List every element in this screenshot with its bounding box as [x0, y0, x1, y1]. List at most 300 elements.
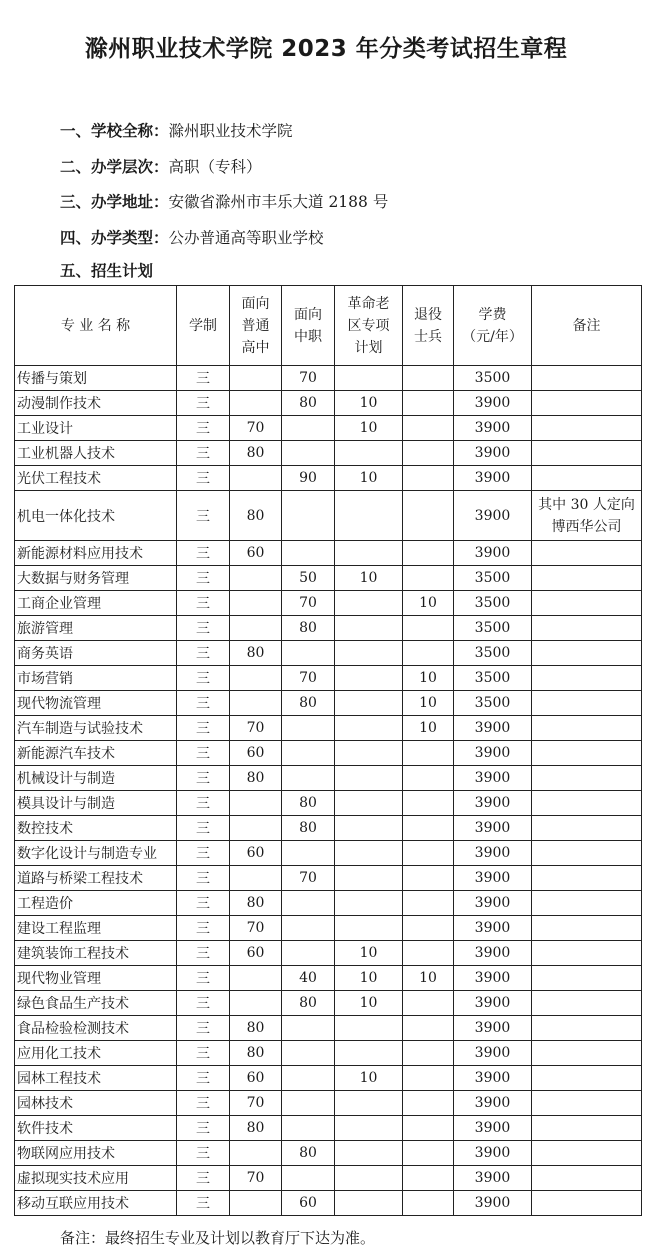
footnote-remark: 备注：最终招生专业及计划以教育厅下达为准。: [60, 1229, 376, 1247]
duration-cell: 三: [177, 666, 230, 691]
revolutionary-area-cell: [335, 841, 403, 866]
tuition-cell: 3500: [454, 666, 532, 691]
tuition-cell: 3900: [454, 466, 532, 491]
tuition-cell: 3900: [454, 416, 532, 441]
info-value: 安徽省滁州市丰乐大道 2188 号: [168, 193, 389, 211]
remark-cell: [532, 1116, 642, 1141]
tuition-cell: 3900: [454, 541, 532, 566]
remark-cell: [532, 1141, 642, 1166]
vocational-cell: [282, 941, 335, 966]
duration-cell: 三: [177, 1191, 230, 1216]
revolutionary-area-cell: [335, 616, 403, 641]
header-major-name: 专 业 名 称: [15, 286, 177, 366]
table-row: [15, 991, 642, 1016]
table-row: [15, 666, 642, 691]
veterans-cell: [403, 491, 454, 541]
vocational-cell: [282, 541, 335, 566]
major-name-cell: 物联网应用技术: [15, 1141, 177, 1166]
tuition-cell: 3900: [454, 1141, 532, 1166]
info-label: 二、办学层次：: [60, 157, 169, 176]
header-general-high-school: 面向 普通 高中: [230, 286, 282, 366]
info-school-type: [60, 224, 388, 260]
vocational-cell: 70: [282, 866, 335, 891]
tuition-cell: 3900: [454, 941, 532, 966]
info-label: 三、办学地址：: [60, 193, 169, 211]
table-row: [15, 766, 642, 791]
tuition-cell: 3900: [454, 1091, 532, 1116]
veterans-cell: [403, 466, 454, 491]
general-high-school-cell: 70: [230, 1166, 282, 1191]
revolutionary-area-cell: 10: [335, 466, 403, 491]
vocational-cell: [282, 641, 335, 666]
enrollment-plan-table: [14, 285, 642, 1216]
page-title: 滁州职业技术学院 2023 年分类考试招生章程: [84, 36, 568, 62]
vocational-cell: 80: [282, 991, 335, 1016]
revolutionary-area-cell: [335, 691, 403, 716]
duration-cell: 三: [177, 491, 230, 541]
header-tuition: 学费 （元/年）: [454, 286, 532, 366]
header-revolutionary-area: 革命老 区专项 计划: [335, 286, 403, 366]
duration-cell: 三: [177, 1166, 230, 1191]
general-high-school-cell: [230, 966, 282, 991]
tuition-cell: 3900: [454, 1166, 532, 1191]
general-high-school-cell: [230, 1141, 282, 1166]
vocational-cell: [282, 1016, 335, 1041]
duration-cell: 三: [177, 541, 230, 566]
major-name-cell: 工业机器人技术: [15, 441, 177, 466]
revolutionary-area-cell: 10: [335, 416, 403, 441]
major-name-cell: 园林技术: [15, 1091, 177, 1116]
duration-cell: 三: [177, 616, 230, 641]
major-name-cell: 商务英语: [15, 641, 177, 666]
general-high-school-cell: 80: [230, 766, 282, 791]
revolutionary-area-cell: [335, 791, 403, 816]
general-high-school-cell: [230, 366, 282, 391]
vocational-cell: 50: [282, 566, 335, 591]
remark-cell: [532, 416, 642, 441]
duration-cell: 三: [177, 691, 230, 716]
general-high-school-cell: 60: [230, 941, 282, 966]
tuition-cell: 3500: [454, 366, 532, 391]
tuition-cell: 3500: [454, 641, 532, 666]
remark-cell: [532, 691, 642, 716]
veterans-cell: [403, 1116, 454, 1141]
vocational-cell: 70: [282, 366, 335, 391]
remark-cell: [532, 616, 642, 641]
remark-cell: [532, 1041, 642, 1066]
revolutionary-area-cell: [335, 1141, 403, 1166]
major-name-cell: 动漫制作技术: [15, 391, 177, 416]
general-high-school-cell: [230, 591, 282, 616]
table-row: [15, 941, 642, 966]
tuition-cell: 3900: [454, 441, 532, 466]
remark-cell: [532, 1191, 642, 1216]
table-row: [15, 541, 642, 566]
remark-cell: [532, 716, 642, 741]
revolutionary-area-cell: [335, 816, 403, 841]
tuition-cell: 3900: [454, 741, 532, 766]
tuition-cell: 3500: [454, 616, 532, 641]
remark-cell: [532, 1016, 642, 1041]
major-name-cell: 汽车制造与试验技术: [15, 716, 177, 741]
revolutionary-area-cell: [335, 916, 403, 941]
major-name-cell: 数字化设计与制造专业: [15, 841, 177, 866]
table-row: [15, 916, 642, 941]
general-high-school-cell: [230, 691, 282, 716]
revolutionary-area-cell: 10: [335, 991, 403, 1016]
tuition-cell: 3900: [454, 1066, 532, 1091]
vocational-cell: 60: [282, 1191, 335, 1216]
veterans-cell: [403, 391, 454, 416]
revolutionary-area-cell: [335, 866, 403, 891]
duration-cell: 三: [177, 741, 230, 766]
duration-cell: 三: [177, 391, 230, 416]
duration-cell: 三: [177, 416, 230, 441]
vocational-cell: 80: [282, 1141, 335, 1166]
remark-cell: [532, 741, 642, 766]
vocational-cell: [282, 716, 335, 741]
table-body: [15, 366, 642, 1216]
remark-cell: [532, 1066, 642, 1091]
veterans-cell: [403, 1166, 454, 1191]
vocational-cell: [282, 1166, 335, 1191]
remark-cell: [532, 791, 642, 816]
veterans-cell: [403, 816, 454, 841]
duration-cell: 三: [177, 1041, 230, 1066]
major-name-cell: 软件技术: [15, 1116, 177, 1141]
tuition-cell: 3900: [454, 816, 532, 841]
veterans-cell: [403, 841, 454, 866]
revolutionary-area-cell: [335, 891, 403, 916]
plan-heading: 五、招生计划: [60, 262, 154, 280]
veterans-cell: [403, 616, 454, 641]
major-name-cell: 工程造价: [15, 891, 177, 916]
info-address: [60, 188, 388, 224]
tuition-cell: 3900: [454, 916, 532, 941]
table-row: [15, 1066, 642, 1091]
tuition-cell: 3900: [454, 1116, 532, 1141]
remark-cell: [532, 1091, 642, 1116]
general-high-school-cell: 70: [230, 916, 282, 941]
major-name-cell: 大数据与财务管理: [15, 566, 177, 591]
veterans-cell: [403, 991, 454, 1016]
revolutionary-area-cell: [335, 441, 403, 466]
veterans-cell: [403, 916, 454, 941]
remark-cell: [532, 816, 642, 841]
general-high-school-cell: 60: [230, 541, 282, 566]
revolutionary-area-cell: [335, 666, 403, 691]
tuition-cell: 3900: [454, 841, 532, 866]
veterans-cell: [403, 866, 454, 891]
general-high-school-cell: 60: [230, 1066, 282, 1091]
tuition-cell: 3900: [454, 1191, 532, 1216]
remark-cell: [532, 866, 642, 891]
major-name-cell: 应用化工技术: [15, 1041, 177, 1066]
table-row: [15, 416, 642, 441]
veterans-cell: [403, 1016, 454, 1041]
major-name-cell: 工业设计: [15, 416, 177, 441]
general-high-school-cell: 80: [230, 441, 282, 466]
duration-cell: 三: [177, 966, 230, 991]
veterans-cell: [403, 1066, 454, 1091]
duration-cell: 三: [177, 366, 230, 391]
vocational-cell: [282, 841, 335, 866]
revolutionary-area-cell: [335, 1091, 403, 1116]
general-high-school-cell: 80: [230, 491, 282, 541]
revolutionary-area-cell: [335, 1016, 403, 1041]
table-row: [15, 1016, 642, 1041]
table-row: [15, 841, 642, 866]
table-row: [15, 1041, 642, 1066]
tuition-cell: 3900: [454, 1041, 532, 1066]
revolutionary-area-cell: [335, 1041, 403, 1066]
general-high-school-cell: [230, 566, 282, 591]
general-high-school-cell: 70: [230, 416, 282, 441]
major-name-cell: 光伏工程技术: [15, 466, 177, 491]
remark-cell: [532, 916, 642, 941]
vocational-cell: 70: [282, 591, 335, 616]
major-name-cell: 建筑装饰工程技术: [15, 941, 177, 966]
veterans-cell: [403, 1141, 454, 1166]
revolutionary-area-cell: [335, 641, 403, 666]
remark-cell: [532, 891, 642, 916]
tuition-cell: 3500: [454, 591, 532, 616]
duration-cell: 三: [177, 891, 230, 916]
revolutionary-area-cell: 10: [335, 566, 403, 591]
major-name-cell: 现代物流管理: [15, 691, 177, 716]
veterans-cell: 10: [403, 966, 454, 991]
revolutionary-area-cell: [335, 591, 403, 616]
duration-cell: 三: [177, 566, 230, 591]
veterans-cell: 10: [403, 666, 454, 691]
vocational-cell: [282, 1066, 335, 1091]
general-high-school-cell: 60: [230, 841, 282, 866]
major-name-cell: 机械设计与制造: [15, 766, 177, 791]
vocational-cell: [282, 916, 335, 941]
duration-cell: 三: [177, 1141, 230, 1166]
revolutionary-area-cell: [335, 1166, 403, 1191]
general-high-school-cell: [230, 991, 282, 1016]
duration-cell: 三: [177, 766, 230, 791]
revolutionary-area-cell: [335, 741, 403, 766]
remark-cell: [532, 541, 642, 566]
table-row: [15, 1116, 642, 1141]
duration-cell: 三: [177, 441, 230, 466]
revolutionary-area-cell: [335, 716, 403, 741]
veterans-cell: [403, 366, 454, 391]
duration-cell: 三: [177, 941, 230, 966]
vocational-cell: [282, 741, 335, 766]
revolutionary-area-cell: [335, 541, 403, 566]
header-vocational: 面向 中职: [282, 286, 335, 366]
veterans-cell: 10: [403, 716, 454, 741]
veterans-cell: [403, 541, 454, 566]
duration-cell: 三: [177, 841, 230, 866]
table-row: [15, 966, 642, 991]
major-name-cell: 新能源材料应用技术: [15, 541, 177, 566]
info-value: 滁州职业技术学院: [168, 122, 293, 140]
vocational-cell: [282, 766, 335, 791]
general-high-school-cell: [230, 816, 282, 841]
table-row: [15, 791, 642, 816]
duration-cell: 三: [177, 466, 230, 491]
major-name-cell: 食品检验检测技术: [15, 1016, 177, 1041]
veterans-cell: 10: [403, 691, 454, 716]
duration-cell: 三: [177, 816, 230, 841]
table-row: [15, 466, 642, 491]
general-high-school-cell: [230, 791, 282, 816]
tuition-cell: 3900: [454, 391, 532, 416]
vocational-cell: [282, 491, 335, 541]
general-high-school-cell: [230, 466, 282, 491]
major-name-cell: 道路与桥梁工程技术: [15, 866, 177, 891]
table-row: [15, 866, 642, 891]
table-row: [15, 566, 642, 591]
general-high-school-cell: 80: [230, 1041, 282, 1066]
table-row: [15, 816, 642, 841]
table-row: [15, 366, 642, 391]
table-row: [15, 1141, 642, 1166]
table-row: [15, 1091, 642, 1116]
vocational-cell: 70: [282, 666, 335, 691]
veterans-cell: [403, 741, 454, 766]
major-name-cell: 市场营销: [15, 666, 177, 691]
veterans-cell: [403, 891, 454, 916]
vocational-cell: 80: [282, 391, 335, 416]
duration-cell: 三: [177, 716, 230, 741]
info-value: 公办普通高等职业学校: [168, 228, 324, 247]
veterans-cell: [403, 941, 454, 966]
table-row: [15, 441, 642, 466]
info-label: 四、办学类型：: [60, 228, 169, 247]
general-high-school-cell: 70: [230, 1091, 282, 1116]
remark-cell: [532, 441, 642, 466]
duration-cell: 三: [177, 1016, 230, 1041]
remark-cell: [532, 766, 642, 791]
table-row: [15, 741, 642, 766]
revolutionary-area-cell: [335, 1191, 403, 1216]
general-high-school-cell: 80: [230, 1116, 282, 1141]
veterans-cell: 10: [403, 591, 454, 616]
remark-cell: [532, 941, 642, 966]
major-name-cell: 机电一体化技术: [15, 491, 177, 541]
vocational-cell: [282, 1091, 335, 1116]
duration-cell: 三: [177, 1116, 230, 1141]
remark-cell: [532, 991, 642, 1016]
tuition-cell: 3900: [454, 1016, 532, 1041]
remark-cell: [532, 1166, 642, 1191]
major-name-cell: 园林工程技术: [15, 1066, 177, 1091]
revolutionary-area-cell: [335, 1116, 403, 1141]
major-name-cell: 工商企业管理: [15, 591, 177, 616]
duration-cell: 三: [177, 591, 230, 616]
revolutionary-area-cell: [335, 766, 403, 791]
table-row: [15, 891, 642, 916]
vocational-cell: [282, 891, 335, 916]
tuition-cell: 3900: [454, 491, 532, 541]
tuition-cell: 3900: [454, 766, 532, 791]
major-name-cell: 移动互联应用技术: [15, 1191, 177, 1216]
general-high-school-cell: [230, 616, 282, 641]
duration-cell: 三: [177, 866, 230, 891]
general-high-school-cell: 60: [230, 741, 282, 766]
revolutionary-area-cell: [335, 366, 403, 391]
major-name-cell: 现代物业管理: [15, 966, 177, 991]
table-row: [15, 616, 642, 641]
vocational-cell: 80: [282, 691, 335, 716]
vocational-cell: 80: [282, 791, 335, 816]
major-name-cell: 数控技术: [15, 816, 177, 841]
header-veterans: 退役 士兵: [403, 286, 454, 366]
revolutionary-area-cell: 10: [335, 391, 403, 416]
remark-cell: [532, 666, 642, 691]
vocational-cell: [282, 1116, 335, 1141]
remark-cell: [532, 641, 642, 666]
duration-cell: 三: [177, 1066, 230, 1091]
revolutionary-area-cell: 10: [335, 1066, 403, 1091]
info-education-level: [60, 153, 388, 189]
revolutionary-area-cell: 10: [335, 966, 403, 991]
table-header-row: [15, 286, 642, 366]
tuition-cell: 3500: [454, 691, 532, 716]
duration-cell: 三: [177, 791, 230, 816]
duration-cell: 三: [177, 991, 230, 1016]
tuition-cell: 3900: [454, 866, 532, 891]
revolutionary-area-cell: 10: [335, 941, 403, 966]
remark-cell: [532, 391, 642, 416]
major-name-cell: 传播与策划: [15, 366, 177, 391]
veterans-cell: [403, 791, 454, 816]
duration-cell: 三: [177, 1091, 230, 1116]
remark-cell: [532, 366, 642, 391]
general-high-school-cell: [230, 666, 282, 691]
tuition-cell: 3900: [454, 716, 532, 741]
vocational-cell: [282, 416, 335, 441]
header-duration: 学制: [177, 286, 230, 366]
major-name-cell: 建设工程监理: [15, 916, 177, 941]
header-remarks: 备注: [532, 286, 642, 366]
tuition-cell: 3500: [454, 566, 532, 591]
veterans-cell: [403, 1041, 454, 1066]
duration-cell: 三: [177, 916, 230, 941]
remark-cell: [532, 591, 642, 616]
general-high-school-cell: 80: [230, 641, 282, 666]
table-row: [15, 1166, 642, 1191]
general-high-school-cell: 80: [230, 891, 282, 916]
tuition-cell: 3900: [454, 991, 532, 1016]
veterans-cell: [403, 441, 454, 466]
vocational-cell: 80: [282, 816, 335, 841]
veterans-cell: [403, 566, 454, 591]
table-row: [15, 1191, 642, 1216]
vocational-cell: [282, 441, 335, 466]
tuition-cell: 3900: [454, 966, 532, 991]
vocational-cell: 40: [282, 966, 335, 991]
veterans-cell: [403, 1091, 454, 1116]
remark-cell: [532, 966, 642, 991]
remark-cell: [532, 841, 642, 866]
tuition-cell: 3900: [454, 791, 532, 816]
vocational-cell: 80: [282, 616, 335, 641]
remark-cell: 其中 30 人定向博西华公司: [532, 491, 642, 541]
table-row: [15, 591, 642, 616]
major-name-cell: 绿色食品生产技术: [15, 991, 177, 1016]
table-row: [15, 391, 642, 416]
table-row: [15, 691, 642, 716]
tuition-cell: 3900: [454, 891, 532, 916]
major-name-cell: 虚拟现实技术应用: [15, 1166, 177, 1191]
remark-cell: [532, 466, 642, 491]
